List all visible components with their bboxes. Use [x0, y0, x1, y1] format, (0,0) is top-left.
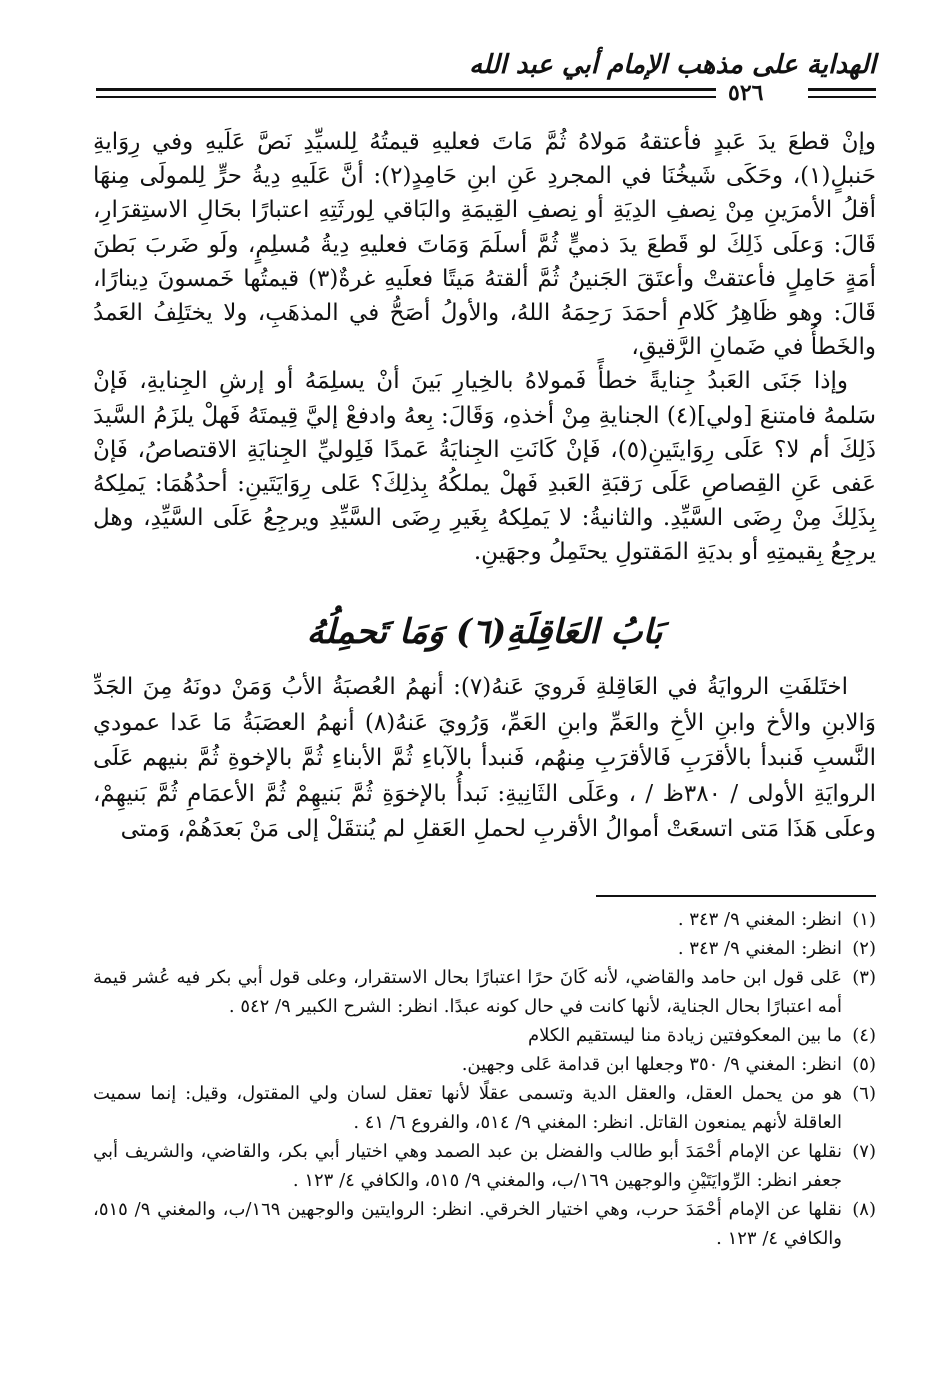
- footnote: [93, 1050, 876, 1079]
- header-rule-thin: [96, 96, 716, 98]
- footnote-text: انظر: المغني ٩/ ٣٤٣ .: [677, 938, 842, 959]
- header-rule-thick: [96, 88, 716, 91]
- footnote-number: (٢): [852, 938, 876, 959]
- footnote-number: (٥): [852, 1054, 876, 1075]
- footnote: [93, 1137, 876, 1195]
- paragraph: اختَلفَتِ الروايَةُ في العَاقِلةِ فَرويَ عَنهُ(٧): أنهمُ العُصبَةُ الأبُ وَمَنْ دونَهُ مِنَ الجَدِّ وَالابنِ والأخ وابنِ الأخِ والعَمِّ وابنِ العَمِّ، وَرُويَ عَنهُ(٨) أنهمُ العصَبَةُ مَا عَدا عمودي النَّسبِ فَنبدأ بالأقرَبِ فَالأقرَبِ مِنهُم، فَنبدأ بالآباءِ ثُمَّ الأبناءِ ثُمَّ بالإخوةِ ثُمَّ بنيهم عَلَى الروايَةِ الأولى / ٣٨٠ظ / ، وعَلَى الثَانِيةِ: نَبدأُ بالإخوَةِ ثُمَّ بَنيهِمْ ثُمَّ الأعمَامِ ثُمَّ بَنيهِمْ، وعلَى هَذَا مَتى اتسعَتْ أموالُ الأقربِ لحملِ العَقلِ لم يُنتقَلْ إلى مَنْ بَعدَهُمْ، وَمتى: [93, 674, 876, 842]
- header-rule-thin-right: [808, 96, 876, 98]
- footnote: [93, 905, 876, 934]
- paragraph: وإنْ قطعَ يدَ عَبدٍ فأعتقهُ مَولاهُ ثُمَّ مَاتَ فعليهِ قيمتُهُ لِلسيِّدِ نَصَّ عَلَيهِ وفي رِوَايةِ حَنبلٍ(١)، وحَكَى شَيخُنَا في المجردِ عَنِ ابنِ حَامِدٍ(٢): أنَّ عَلَيهِ دِيةُ حرٍّ لِلمولَى مِنهَا أقلُ الأمرَينِ مِنْ نِصفِ الدِيَةِ أو نِصفِ القِيمَةِ والبَاقي لِورثَتِهِ اعتبارًا بحَالِ الاستِقرَارِ، قَالَ: وَعلَى ذَلِكَ لو قَطعَ يدَ ذميٍّ ثُمَّ أسلَمَ وَمَاتَ فعليهِ دِيةُ مُسلِمٍ، ولَو ضَربَ بَطنَ أمَةٍ حَامِلٍ فأعتقتْ وأعتَقَ الجَنينُ ثُمَّ ألقتهُ مَيتًا فعلَيهِ غرةٌ(٣) قيمتُها خَمسونَ دِينارًا، قَالَ: وهو ظَاهِرُ كَلامِ أحمَدَ رَحِمَهُ اللهُ، والأولُ أصَحُّ في المذهَبِ، ولا يختَلِفُ العَمدُ والخَطأُ في ضَمانِ الرَّقيقِ،: [93, 129, 876, 361]
- footnote-text: ما بين المعكوفتين زيادة منا ليستقيم الكلام: [527, 1025, 842, 1046]
- footnote-number: (٣): [852, 967, 876, 988]
- footnote-number: (٨): [852, 1199, 876, 1220]
- header-rule-thick-right: [808, 88, 876, 91]
- footnote-number: (٦): [852, 1083, 876, 1104]
- footnotes: [93, 905, 876, 1253]
- section-heading: بَابُ العَاقِلَةِ(٦) وَمَا تَحمِلُهُ: [306, 612, 663, 652]
- footnote-text: نقلها عن الإمام أحْمَدَ حرب، وهي اختيار الخرقي. انظر: الروايتين والوجهين ١٦٩/ب، والمغني ٩/ ٥١٥، والكافي ٤/ ١٢٣ .: [93, 1199, 842, 1249]
- section-text: [93, 670, 876, 848]
- footnote-number: (٤): [852, 1025, 876, 1046]
- footnote-text: نقلها عن الإمام أحْمَدَ أبو طالب والفضل بن عبد الصمد وهي اختيار أبي بكر، والقاضي، والشريف أبي جعفر انظر: الرِّوايَتَيْنِ والوجهين ١٦٩/ب، والمغني ٩/ ٥١٥، والكافي ٤/ ١٢٣ .: [93, 1141, 842, 1191]
- footnote: [93, 1021, 876, 1050]
- footnote-text: عَلى قول ابن حامد والقاضي، لأنه كَانَ حرًا اعتبارًا بحال الاستقرار، وعلى قول أبي بكر فيه عُشر قيمة أمه اعتبارًا بحال الجناية، لأنها كانت في حال كونه عبدًا. انظر: الشرح الكبير ٩/ ٥٤٢ .: [93, 967, 842, 1017]
- page-header: [96, 42, 876, 84]
- footnote: [93, 963, 876, 1021]
- main-text: [93, 125, 876, 570]
- footnote-text: هو من يحمل العقل، والعقل الدية وتسمى عقلًا لأنها تعقل لسان ولي المقتول، وقيل: إنما سميت العاقلة لأنهم يمنعون القاتل. انظر: المغني ٩/ ٥١٤، والفروع ٦/ ٤١ .: [93, 1083, 842, 1133]
- footnote-text: انظر: المغني ٩/ ٣٥٠ وجعلها ابن قدامة عَلى وجهين.: [461, 1054, 842, 1075]
- paragraph: وإذا جَنَى العَبدُ جِنايةً خطأً فَمولاهُ بالخِيارِ بَينَ أنْ يسلِمَهُ أو إرشِ الجِنايةِ، فَإنْ سَلمهُ فامتنعَ [ولي](٤) الجنايةِ مِنْ أخذهِ، وَقَالَ: بِعهُ وادفعْ إليَّ قِيمتَهُ فَهلْ يلزَمُ السَّيدَ ذَلِكَ أم لا؟ عَلَى رِوَايتَينِ(٥)، فَإنْ كَانَتِ الجِنايَةُ عَمدًا فَلِوليِّ الجِنايَةِ الاقتصاصُ، فَإنْ عَفى عَنِ القِصاصِ عَلَى رَقبَةِ العَبدِ فَهلْ يملكُهُ بِذلِكَ؟ عَلى رِوَايَتَينِ: أحدُهُمَا: يَملِكهُ بِذَلِكَ مِنْ رِضَى السَّيِّدِ. والثانيةُ: لا يَملِكهُ بِغَيرِ رِضَى السَّيِّدِ ويرجِعُ عَلَى السَّيِّدِ، وهل يرجِعُ بِقيمتِهِ أو بديَةِ المَقتولِ يحتَمِلُ وجهَينِ.: [93, 368, 876, 566]
- footnote-number: (١): [852, 909, 876, 930]
- footnote: [93, 1079, 876, 1137]
- running-title: الهداية على مذهب الإمام أبي عبد الله: [469, 50, 876, 80]
- footnote-number: (٧): [852, 1141, 876, 1162]
- footnote: [93, 934, 876, 963]
- footnote-text: انظر: المغني ٩/ ٣٤٣ .: [677, 909, 842, 930]
- page-number: ٥٢٦: [728, 80, 764, 106]
- footnote: [93, 1195, 876, 1253]
- footnote-separator: [596, 895, 876, 897]
